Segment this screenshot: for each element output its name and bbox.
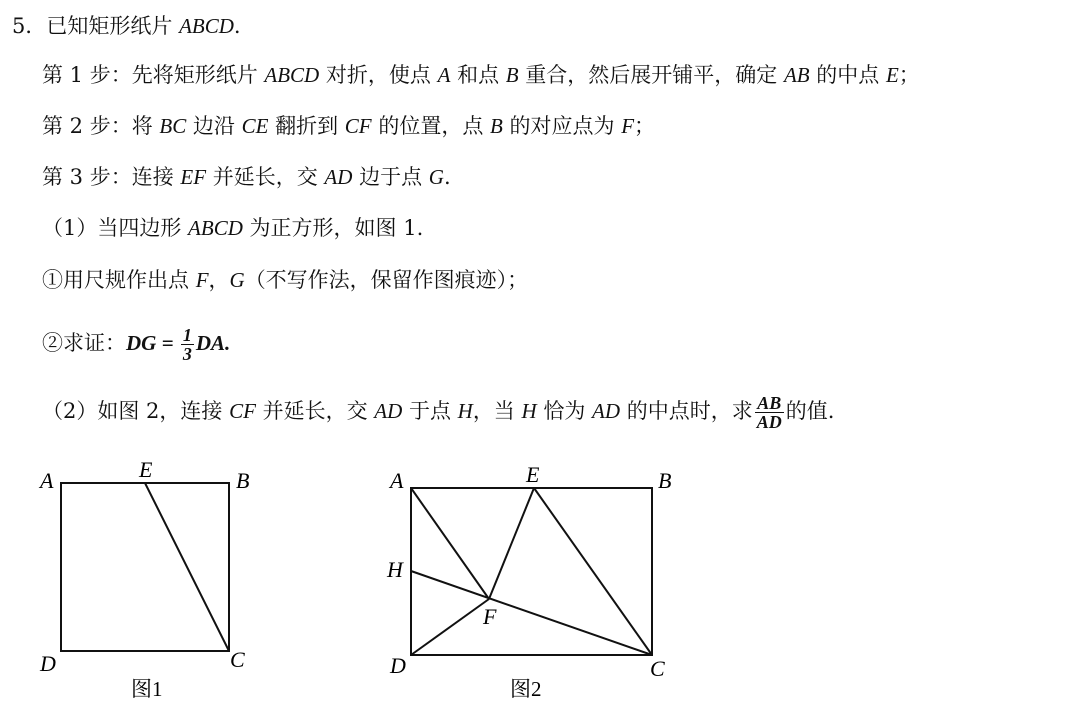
step-3: 第 3 步：连接 EF 并延长，交 AD 边于点 G. <box>42 165 451 189</box>
fig2-label-e: E <box>526 462 540 487</box>
part-1: （1）当四边形 ABCD 为正方形，如图 1. <box>42 216 424 240</box>
step-2: 第 2 步：将 BC 边沿 CE 翻折到 CF 的位置，点 B 的对应点为 F； <box>42 114 656 138</box>
fig1-segment-ec <box>145 483 229 651</box>
fig2-label-a: A <box>390 468 404 493</box>
problem-number: 5． <box>12 14 47 38</box>
fig2-segment-df <box>411 599 489 655</box>
fig1-label-c: C <box>230 647 245 672</box>
fig1-caption: 图1 <box>131 677 163 701</box>
part-1-a: ①用尺规作出点 F，G（不写作法，保留作图痕迹）； <box>42 268 529 292</box>
fig2-label-d: D <box>390 653 406 678</box>
fig2-label-c: C <box>650 656 665 681</box>
fig2-segment-ef <box>489 488 534 599</box>
fig2-label-f: F <box>483 604 497 629</box>
part-1-b: ②求证：DG = $\frac{1}{3}$ DA. <box>42 325 231 364</box>
fig1-square <box>61 483 229 651</box>
fig2-segment-ec <box>534 488 652 655</box>
fig2-segment-af <box>411 488 489 599</box>
fig1-label-b: B <box>236 468 250 493</box>
fig2-segment-hc <box>411 571 652 655</box>
problem-intro: 5．已知矩形纸片 ABCD. <box>12 14 241 38</box>
part-2: （2）如图 2，连接 CF 并延长，交 AD 于点 H，当 H 恰为 AD 的中点时，求 $\frac{AB}{AD}$ 的值. <box>42 393 835 432</box>
fig1-label-d: D <box>40 651 56 676</box>
fig1-label-e: E <box>139 457 153 482</box>
fig1-label-a: A <box>40 468 54 493</box>
fig2-label-h: H <box>387 557 403 582</box>
fig2-caption: 图2 <box>510 677 542 701</box>
figure-1 <box>0 450 320 709</box>
fraction-one-third: $\frac{1}{3}$ <box>182 325 192 364</box>
step-1: 第 1 步：先将矩形纸片 ABCD 对折，使点 A 和点 B 重合，然后展开铺平，确定 AB 的中点 E； <box>42 63 920 87</box>
fig2-label-b: B <box>658 468 672 493</box>
figure-2 <box>370 450 700 709</box>
fraction-ab-over-ad: $\frac{AB}{AD}$ <box>756 393 782 432</box>
